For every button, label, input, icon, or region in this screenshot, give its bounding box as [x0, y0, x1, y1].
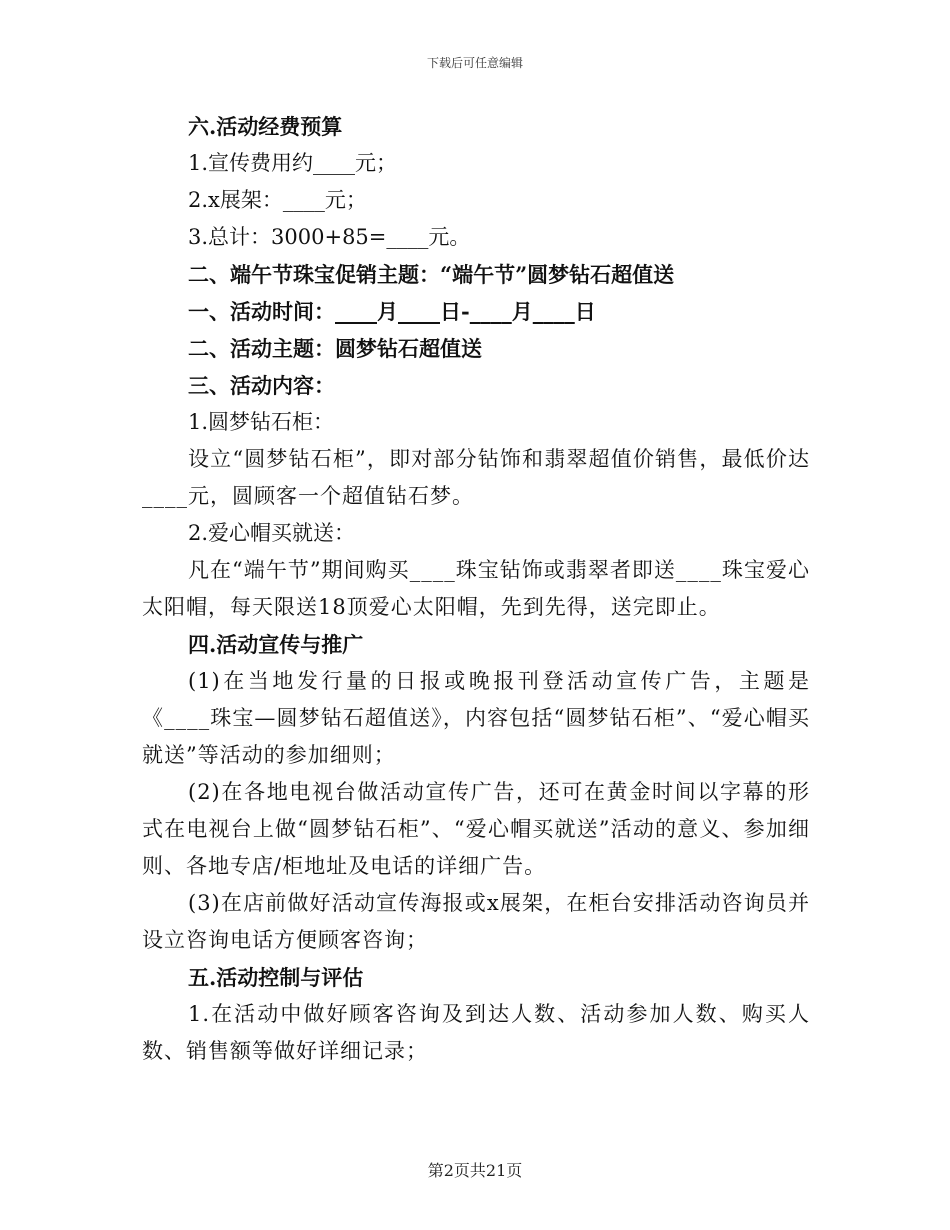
page-header: 下载后可任意编辑: [426, 56, 523, 70]
section-heading-topic: 二、活动主题：圆梦钻石超值送: [188, 336, 482, 361]
section-heading-time: 一、活动时间：____月____日-____月____日: [188, 299, 596, 324]
content-item-hat-gift: 2.爱心帽买就送：: [188, 521, 356, 545]
paragraph-promotion-2: (2)在各地电视台做活动宣传广告，还可在黄金时间以字幕的形式在电视台上做“圆梦钻石柜”、“爱心帽买就送”活动的意义、参加细则、各地专店/柜地址及电话的详细广告。: [142, 780, 810, 878]
budget-item-promotion: 1.宣传费用约____元；: [188, 151, 398, 175]
section-heading-evaluation: 五.活动控制与评估: [188, 965, 364, 990]
budget-item-total: 3.总计：3000+85=____元。: [188, 225, 471, 249]
paragraph-hat-gift: 凡在“端午节”期间购买____珠宝钻饰或翡翠者即送____珠宝爱心太阳帽，每天限送18顶爱心太阳帽，先到先得，送完即止。: [142, 558, 810, 619]
paragraph-diamond-cabinet: 设立“圆梦钻石柜”，即对部分钻饰和翡翠超值价销售，最低价达____元，圆顾客一个超值钻石梦。: [142, 447, 810, 508]
page-footer: 第2页共21页: [427, 1161, 523, 1180]
content-item-diamond-cabinet: 1.圆梦钻石柜：: [188, 410, 335, 434]
paragraph-promotion-3: (3)在店前做好活动宣传海报或x展架，在柜台安排活动咨询员并设立咨询电话方便顾客咨询；: [142, 891, 810, 952]
document-body: [142, 108, 810, 1070]
section-heading-theme: 二、端午节珠宝促销主题：“端午节”圆梦钻石超值送: [188, 262, 675, 287]
paragraph-promotion-1: (1)在当地发行量的日报或晚报刊登活动宣传广告，主题是《____珠宝—圆梦钻石超值送》，内容包括“圆梦钻石柜”、“爱心帽买就送”等活动的参加细则；: [142, 669, 810, 767]
paragraph-evaluation-1: 1.在活动中做好顾客咨询及到达人数、活动参加人数、购买人数、销售额等做好详细记录；: [142, 1002, 810, 1063]
section-heading-promotion: 四.活动宣传与推广: [188, 632, 364, 657]
budget-item-display-stand: 2.x展架：____元；: [188, 188, 367, 212]
section-heading-content: 三、活动内容：: [188, 373, 335, 398]
section-heading-budget: 六.活动经费预算: [188, 114, 343, 139]
